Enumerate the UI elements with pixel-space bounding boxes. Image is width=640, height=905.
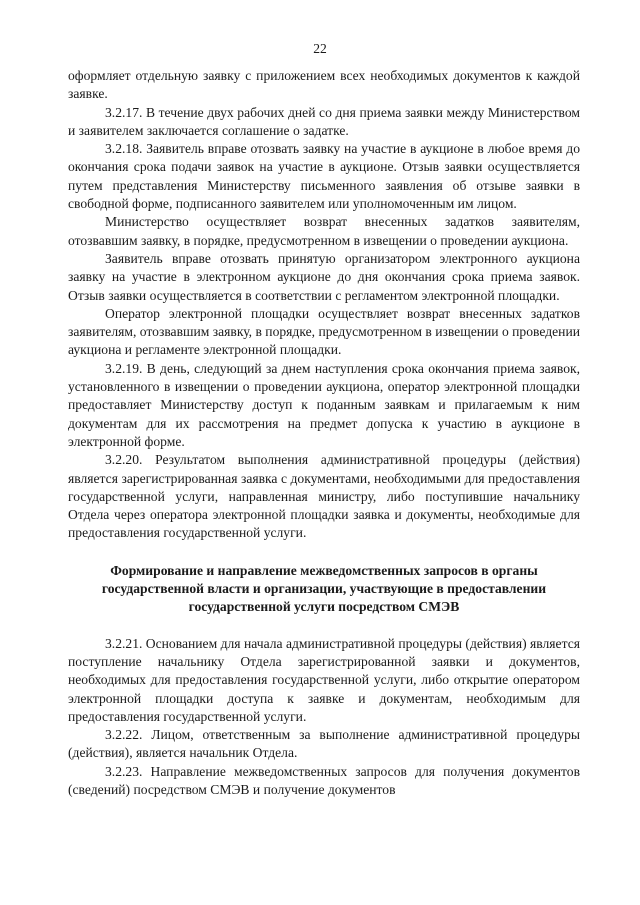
page-number: 22 bbox=[313, 41, 327, 56]
paragraph-operator-return: Оператор электронной площадки осуществляет возврат внесенных задатков заявителям, отозвавшим заявку, в порядке, предусмотренном в извещении о проведении аукциона и регламенте электронной площадки. bbox=[68, 305, 580, 358]
paragraph-3-2-22: 3.2.22. Лицом, ответственным за выполнение административной процедуры (действия), является начальник Отдела. bbox=[68, 727, 580, 761]
paragraph-3-2-17: 3.2.17. В течение двух рабочих дней со дня приема заявки между Министерством и заявителем заключается соглашение о задатке. bbox=[68, 104, 580, 138]
document-body bbox=[68, 67, 580, 799]
paragraph-3-2-21: 3.2.21. Основанием для начала административной процедуры (действия) является поступление начальнику Отдела зарегистрированной заявки и документов, необходимых для предоставления государственной услуги, либо открытие оператором электронной площадки доступа к заявке и документам, необходимым для предоставления государственной услуги. bbox=[68, 635, 580, 724]
section-heading: Формирование и направление межведомственных запросов в органы государственной власти и организации, участвующие в предоставлении государственной услуги посредством СМЭВ bbox=[101, 562, 547, 615]
paragraph-continuation: оформляет отдельную заявку с приложением всех необходимых документов к каждой заявке. bbox=[68, 68, 580, 102]
paragraph-3-2-19: 3.2.19. В день, следующий за днем наступления срока окончания приема заявок, установленного в извещении о проведении аукциона, оператор электронной площадки предоставляет Министерству доступ к поданным заявкам и прилагаемым к ним документам для их рассмотрения на предмет допуска к участию в аукционе в электронной форме. bbox=[68, 360, 580, 449]
paragraph-3-2-20: 3.2.20. Результатом выполнения административной процедуры (действия) является зарегистрированная заявка с документами, необходимыми для предоставления государственной услуги, направленная министру, либо поступившие начальнику Отдела через оператора электронной площадки заявка и документы, необходимые для предоставления государственной услуги. bbox=[68, 452, 580, 541]
paragraph-3-2-23: 3.2.23. Направление межведомственных запросов для получения документов (сведений) посредством СМЭВ и получение документов bbox=[68, 763, 580, 797]
paragraph-3-2-18: 3.2.18. Заявитель вправе отозвать заявку на участие в аукционе в любое время до окончания срока подачи заявок на участие в аукционе. Отзыв заявки осуществляется путем представления Министерству письменного заявления об отзыве заявки в свободной форме, подписанного заявителем или уполномоченным им лицом. bbox=[68, 141, 580, 212]
paragraph-electronic-withdrawal: Заявитель вправе отозвать принятую организатором электронного аукциона заявку на участие в электронном аукционе до дня окончания срока приема заявок. Отзыв заявки осуществляется в соответствии с регламентом электронной площадки. bbox=[68, 250, 580, 303]
paragraph-deposit-return: Министерство осуществляет возврат внесенных задатков заявителям, отозвавшим заявку, в порядке, предусмотренном в извещении о проведении аукциона. bbox=[68, 214, 580, 248]
